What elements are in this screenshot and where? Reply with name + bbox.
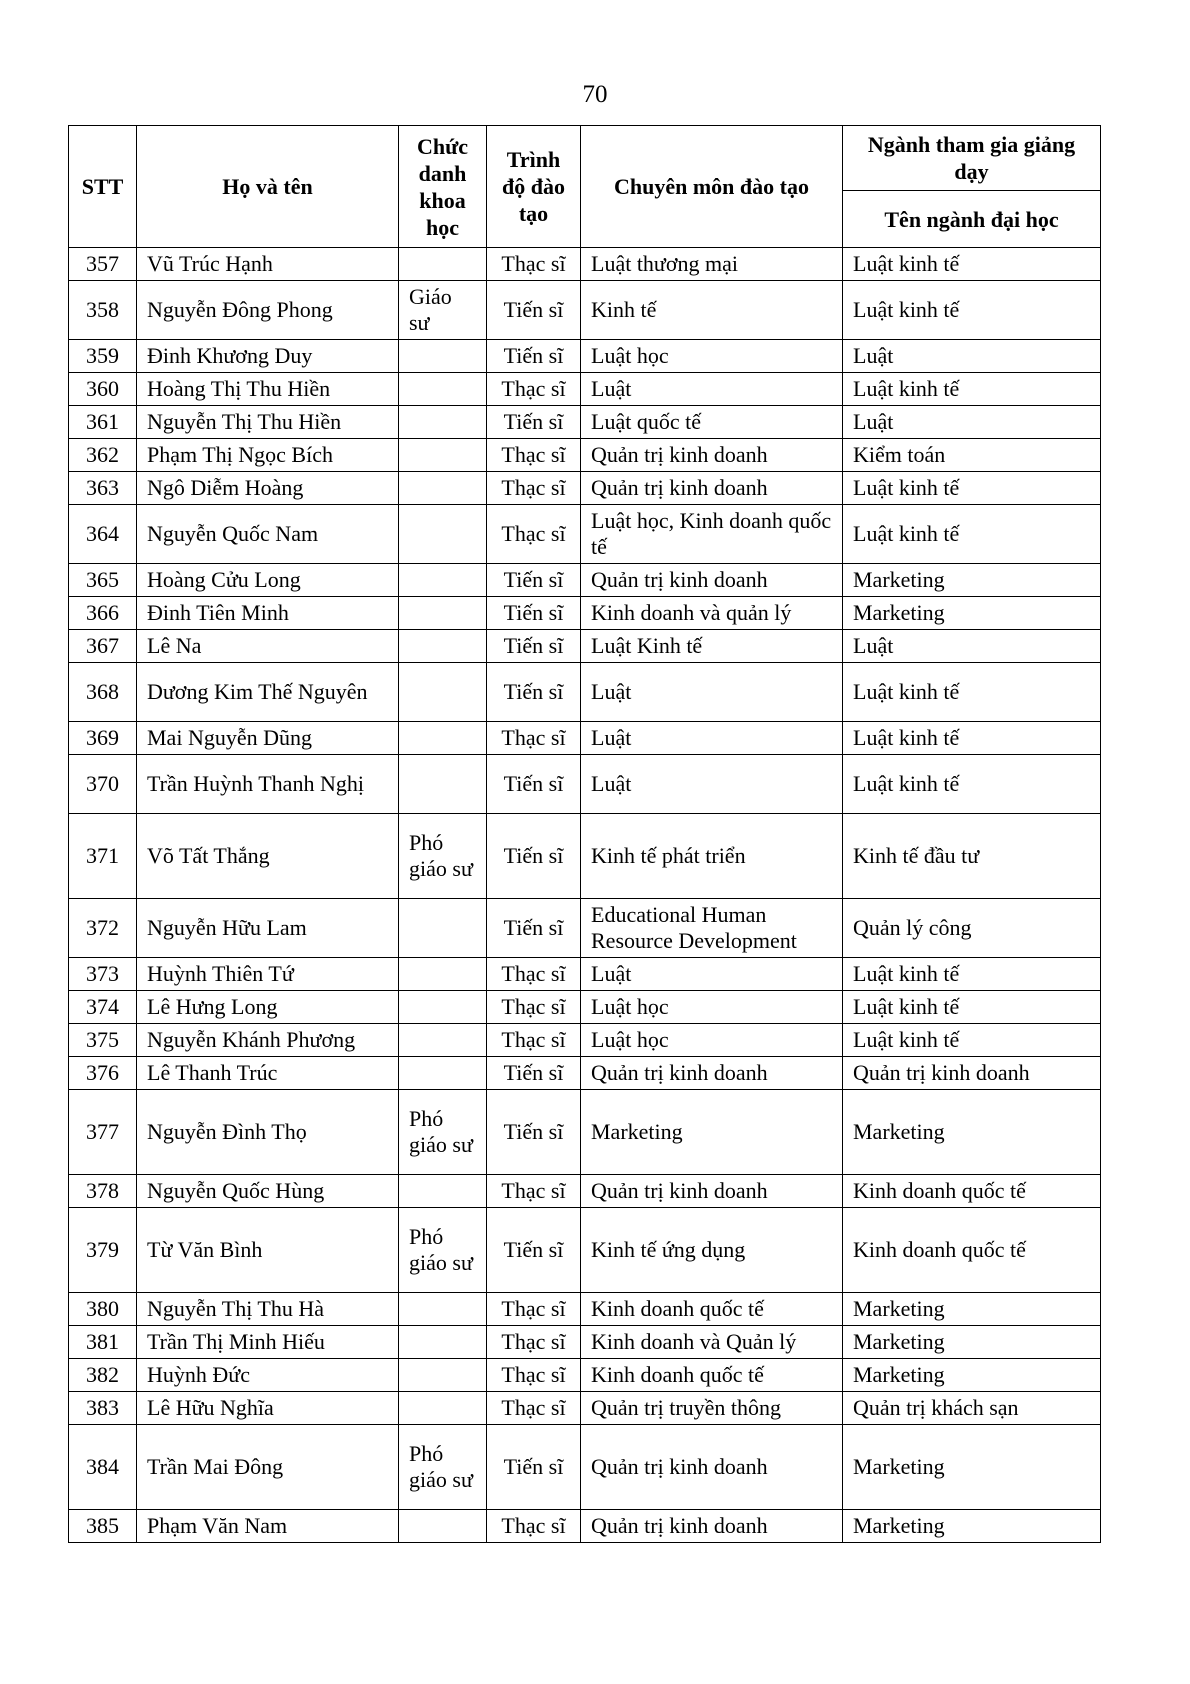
page-number: 70 bbox=[582, 81, 608, 108]
cell-name: Nguyễn Thị Thu Hà bbox=[137, 1293, 399, 1326]
cell-name: Nguyễn Thị Thu Hiền bbox=[137, 406, 399, 439]
table-row bbox=[69, 406, 1101, 439]
cell-field: Kinh doanh quốc tế bbox=[843, 1175, 1101, 1208]
cell-major: Kinh doanh và quản lý bbox=[581, 597, 843, 630]
cell-major: Quản trị kinh doanh bbox=[581, 1425, 843, 1510]
cell-name: Nguyễn Khánh Phương bbox=[137, 1024, 399, 1057]
table-row bbox=[69, 1024, 1101, 1057]
cell-title bbox=[399, 597, 487, 630]
cell-level: Tiến sĩ bbox=[487, 1090, 581, 1175]
cell-level: Thạc sĩ bbox=[487, 1024, 581, 1057]
cell-title bbox=[399, 899, 487, 958]
cell-title: Phó giáo sư bbox=[399, 1208, 487, 1293]
cell-field: Luật kinh tế bbox=[843, 472, 1101, 505]
cell-name: Đinh Tiên Minh bbox=[137, 597, 399, 630]
cell-title bbox=[399, 1175, 487, 1208]
cell-level: Tiến sĩ bbox=[487, 281, 581, 340]
cell-name: Phạm Văn Nam bbox=[137, 1510, 399, 1543]
cell-stt: 368 bbox=[69, 663, 137, 722]
cell-title bbox=[399, 439, 487, 472]
cell-field: Luật kinh tế bbox=[843, 505, 1101, 564]
cell-level: Thạc sĩ bbox=[487, 1510, 581, 1543]
table-row bbox=[69, 439, 1101, 472]
cell-stt: 375 bbox=[69, 1024, 137, 1057]
cell-major: Marketing bbox=[581, 1090, 843, 1175]
cell-field: Quản trị kinh doanh bbox=[843, 1057, 1101, 1090]
cell-major: Quản trị kinh doanh bbox=[581, 439, 843, 472]
cell-title bbox=[399, 1024, 487, 1057]
cell-major: Educational Human Resource Development bbox=[581, 899, 843, 958]
cell-title bbox=[399, 958, 487, 991]
cell-level: Thạc sĩ bbox=[487, 722, 581, 755]
cell-title bbox=[399, 406, 487, 439]
cell-stt: 358 bbox=[69, 281, 137, 340]
table-row bbox=[69, 1293, 1101, 1326]
table-row bbox=[69, 248, 1101, 281]
cell-title bbox=[399, 630, 487, 663]
cell-stt: 364 bbox=[69, 505, 137, 564]
cell-title bbox=[399, 1510, 487, 1543]
cell-level: Thạc sĩ bbox=[487, 505, 581, 564]
cell-stt: 361 bbox=[69, 406, 137, 439]
cell-stt: 381 bbox=[69, 1326, 137, 1359]
cell-field: Luật bbox=[843, 340, 1101, 373]
cell-name: Phạm Thị Ngọc Bích bbox=[137, 439, 399, 472]
cell-field: Luật kinh tế bbox=[843, 991, 1101, 1024]
cell-field: Marketing bbox=[843, 1425, 1101, 1510]
table-row bbox=[69, 1208, 1101, 1293]
cell-level: Tiến sĩ bbox=[487, 340, 581, 373]
cell-title bbox=[399, 663, 487, 722]
cell-title: Phó giáo sư bbox=[399, 814, 487, 899]
cell-title bbox=[399, 991, 487, 1024]
cell-name: Lê Na bbox=[137, 630, 399, 663]
cell-title bbox=[399, 248, 487, 281]
cell-name: Ngô Diễm Hoàng bbox=[137, 472, 399, 505]
cell-major: Luật học bbox=[581, 1024, 843, 1057]
cell-stt: 373 bbox=[69, 958, 137, 991]
cell-name: Nguyễn Đông Phong bbox=[137, 281, 399, 340]
cell-stt: 377 bbox=[69, 1090, 137, 1175]
table-header bbox=[69, 126, 1101, 248]
cell-name: Trần Thị Minh Hiếu bbox=[137, 1326, 399, 1359]
cell-stt: 378 bbox=[69, 1175, 137, 1208]
cell-major: Kinh doanh và Quản lý bbox=[581, 1326, 843, 1359]
cell-level: Thạc sĩ bbox=[487, 439, 581, 472]
table-row bbox=[69, 373, 1101, 406]
cell-stt: 385 bbox=[69, 1510, 137, 1543]
cell-major: Quản trị kinh doanh bbox=[581, 1057, 843, 1090]
cell-major: Kinh tế ứng dụng bbox=[581, 1208, 843, 1293]
table-row bbox=[69, 1057, 1101, 1090]
cell-level: Tiến sĩ bbox=[487, 899, 581, 958]
cell-stt: 366 bbox=[69, 597, 137, 630]
cell-stt: 369 bbox=[69, 722, 137, 755]
header-row-top bbox=[69, 126, 1101, 191]
cell-level: Thạc sĩ bbox=[487, 1293, 581, 1326]
cell-name: Lê Thanh Trúc bbox=[137, 1057, 399, 1090]
cell-name: Lê Hưng Long bbox=[137, 991, 399, 1024]
cell-name: Huỳnh Thiên Tứ bbox=[137, 958, 399, 991]
cell-level: Thạc sĩ bbox=[487, 472, 581, 505]
cell-level: Thạc sĩ bbox=[487, 991, 581, 1024]
cell-field: Marketing bbox=[843, 597, 1101, 630]
cell-title bbox=[399, 1326, 487, 1359]
table-body bbox=[69, 248, 1101, 1543]
cell-major: Luật học bbox=[581, 991, 843, 1024]
cell-level: Tiến sĩ bbox=[487, 1208, 581, 1293]
cell-name: Trần Mai Đông bbox=[137, 1425, 399, 1510]
cell-field: Luật kinh tế bbox=[843, 1024, 1101, 1057]
cell-name: Hoàng Thị Thu Hiền bbox=[137, 373, 399, 406]
header-field: Tên ngành đại học bbox=[843, 191, 1101, 248]
cell-title: Phó giáo sư bbox=[399, 1090, 487, 1175]
cell-major: Quản trị kinh doanh bbox=[581, 472, 843, 505]
cell-level: Tiến sĩ bbox=[487, 1425, 581, 1510]
cell-level: Tiến sĩ bbox=[487, 663, 581, 722]
table-row bbox=[69, 597, 1101, 630]
cell-field: Luật kinh tế bbox=[843, 958, 1101, 991]
table-row bbox=[69, 340, 1101, 373]
header-level: Trình độ đào tạo bbox=[487, 126, 581, 248]
header-teaching-group: Ngành tham gia giảng dạy bbox=[843, 126, 1101, 191]
cell-level: Tiến sĩ bbox=[487, 597, 581, 630]
cell-field: Marketing bbox=[843, 1326, 1101, 1359]
cell-stt: 383 bbox=[69, 1392, 137, 1425]
table-row bbox=[69, 1090, 1101, 1175]
cell-title bbox=[399, 472, 487, 505]
cell-level: Tiến sĩ bbox=[487, 755, 581, 814]
cell-level: Tiến sĩ bbox=[487, 564, 581, 597]
cell-name: Huỳnh Đức bbox=[137, 1359, 399, 1392]
cell-name: Đinh Khương Duy bbox=[137, 340, 399, 373]
cell-level: Thạc sĩ bbox=[487, 1175, 581, 1208]
cell-level: Thạc sĩ bbox=[487, 373, 581, 406]
cell-field: Marketing bbox=[843, 564, 1101, 597]
staff-table bbox=[68, 125, 1101, 1543]
cell-stt: 379 bbox=[69, 1208, 137, 1293]
cell-stt: 384 bbox=[69, 1425, 137, 1510]
cell-name: Mai Nguyễn Dũng bbox=[137, 722, 399, 755]
cell-major: Kinh doanh quốc tế bbox=[581, 1293, 843, 1326]
cell-major: Luật học bbox=[581, 340, 843, 373]
cell-level: Tiến sĩ bbox=[487, 630, 581, 663]
table-row bbox=[69, 564, 1101, 597]
cell-stt: 359 bbox=[69, 340, 137, 373]
cell-field: Luật bbox=[843, 406, 1101, 439]
cell-field: Luật kinh tế bbox=[843, 722, 1101, 755]
cell-level: Thạc sĩ bbox=[487, 248, 581, 281]
cell-field: Marketing bbox=[843, 1293, 1101, 1326]
cell-title: Giáo sư bbox=[399, 281, 487, 340]
cell-major: Kinh tế phát triển bbox=[581, 814, 843, 899]
cell-field: Luật bbox=[843, 630, 1101, 663]
cell-title bbox=[399, 1392, 487, 1425]
cell-title bbox=[399, 755, 487, 814]
cell-stt: 357 bbox=[69, 248, 137, 281]
table-row bbox=[69, 814, 1101, 899]
header-stt: STT bbox=[69, 126, 137, 248]
cell-level: Tiến sĩ bbox=[487, 406, 581, 439]
cell-field: Luật kinh tế bbox=[843, 663, 1101, 722]
cell-title bbox=[399, 373, 487, 406]
table-row bbox=[69, 281, 1101, 340]
cell-stt: 374 bbox=[69, 991, 137, 1024]
cell-stt: 365 bbox=[69, 564, 137, 597]
cell-name: Dương Kim Thế Nguyên bbox=[137, 663, 399, 722]
cell-major: Kinh doanh quốc tế bbox=[581, 1359, 843, 1392]
cell-field: Luật kinh tế bbox=[843, 373, 1101, 406]
cell-major: Luật bbox=[581, 663, 843, 722]
table-row bbox=[69, 1392, 1101, 1425]
cell-stt: 382 bbox=[69, 1359, 137, 1392]
cell-title bbox=[399, 1359, 487, 1392]
cell-name: Nguyễn Quốc Hùng bbox=[137, 1175, 399, 1208]
cell-stt: 372 bbox=[69, 899, 137, 958]
cell-name: Từ Văn Bình bbox=[137, 1208, 399, 1293]
header-title: Chức danh khoa học bbox=[399, 126, 487, 248]
table-row bbox=[69, 663, 1101, 722]
cell-name: Võ Tất Thắng bbox=[137, 814, 399, 899]
cell-level: Thạc sĩ bbox=[487, 1359, 581, 1392]
cell-field: Kiểm toán bbox=[843, 439, 1101, 472]
cell-field: Quản trị khách sạn bbox=[843, 1392, 1101, 1425]
cell-major: Luật bbox=[581, 755, 843, 814]
header-name: Họ và tên bbox=[137, 126, 399, 248]
cell-title bbox=[399, 1057, 487, 1090]
cell-stt: 370 bbox=[69, 755, 137, 814]
table-row bbox=[69, 505, 1101, 564]
cell-stt: 380 bbox=[69, 1293, 137, 1326]
cell-field: Marketing bbox=[843, 1090, 1101, 1175]
cell-major: Quản trị kinh doanh bbox=[581, 564, 843, 597]
table-row bbox=[69, 722, 1101, 755]
cell-field: Kinh doanh quốc tế bbox=[843, 1208, 1101, 1293]
table-row bbox=[69, 1425, 1101, 1510]
cell-name: Trần Huỳnh Thanh Nghị bbox=[137, 755, 399, 814]
cell-title bbox=[399, 722, 487, 755]
table-row bbox=[69, 1175, 1101, 1208]
cell-field: Luật kinh tế bbox=[843, 248, 1101, 281]
table-row bbox=[69, 1326, 1101, 1359]
cell-field: Quản lý công bbox=[843, 899, 1101, 958]
cell-major: Luật thương mại bbox=[581, 248, 843, 281]
cell-stt: 362 bbox=[69, 439, 137, 472]
cell-stt: 367 bbox=[69, 630, 137, 663]
cell-name: Nguyễn Đình Thọ bbox=[137, 1090, 399, 1175]
cell-level: Tiến sĩ bbox=[487, 1057, 581, 1090]
cell-major: Luật học, Kinh doanh quốc tế bbox=[581, 505, 843, 564]
table-row bbox=[69, 1359, 1101, 1392]
cell-level: Thạc sĩ bbox=[487, 1326, 581, 1359]
cell-stt: 371 bbox=[69, 814, 137, 899]
table-row bbox=[69, 1510, 1101, 1543]
cell-title bbox=[399, 564, 487, 597]
cell-major: Quản trị kinh doanh bbox=[581, 1510, 843, 1543]
cell-major: Quản trị truyền thông bbox=[581, 1392, 843, 1425]
cell-level: Tiến sĩ bbox=[487, 814, 581, 899]
cell-field: Luật kinh tế bbox=[843, 755, 1101, 814]
cell-title bbox=[399, 1293, 487, 1326]
table-row bbox=[69, 755, 1101, 814]
cell-stt: 363 bbox=[69, 472, 137, 505]
cell-title bbox=[399, 505, 487, 564]
cell-name: Nguyễn Quốc Nam bbox=[137, 505, 399, 564]
header-major: Chuyên môn đào tạo bbox=[581, 126, 843, 248]
cell-major: Luật bbox=[581, 722, 843, 755]
cell-level: Thạc sĩ bbox=[487, 958, 581, 991]
cell-field: Marketing bbox=[843, 1510, 1101, 1543]
table-row bbox=[69, 991, 1101, 1024]
cell-name: Lê Hữu Nghĩa bbox=[137, 1392, 399, 1425]
cell-level: Thạc sĩ bbox=[487, 1392, 581, 1425]
cell-field: Marketing bbox=[843, 1359, 1101, 1392]
cell-name: Nguyễn Hữu Lam bbox=[137, 899, 399, 958]
cell-name: Hoàng Cửu Long bbox=[137, 564, 399, 597]
table-row bbox=[69, 472, 1101, 505]
table-row bbox=[69, 958, 1101, 991]
table-row bbox=[69, 899, 1101, 958]
cell-field: Kinh tế đầu tư bbox=[843, 814, 1101, 899]
cell-title: Phó giáo sư bbox=[399, 1425, 487, 1510]
cell-major: Luật bbox=[581, 373, 843, 406]
cell-major: Luật bbox=[581, 958, 843, 991]
cell-title bbox=[399, 340, 487, 373]
cell-major: Quản trị kinh doanh bbox=[581, 1175, 843, 1208]
cell-major: Luật quốc tế bbox=[581, 406, 843, 439]
cell-major: Kinh tế bbox=[581, 281, 843, 340]
table-row bbox=[69, 630, 1101, 663]
cell-field: Luật kinh tế bbox=[843, 281, 1101, 340]
cell-major: Luật Kinh tế bbox=[581, 630, 843, 663]
cell-stt: 376 bbox=[69, 1057, 137, 1090]
cell-name: Vũ Trúc Hạnh bbox=[137, 248, 399, 281]
cell-stt: 360 bbox=[69, 373, 137, 406]
